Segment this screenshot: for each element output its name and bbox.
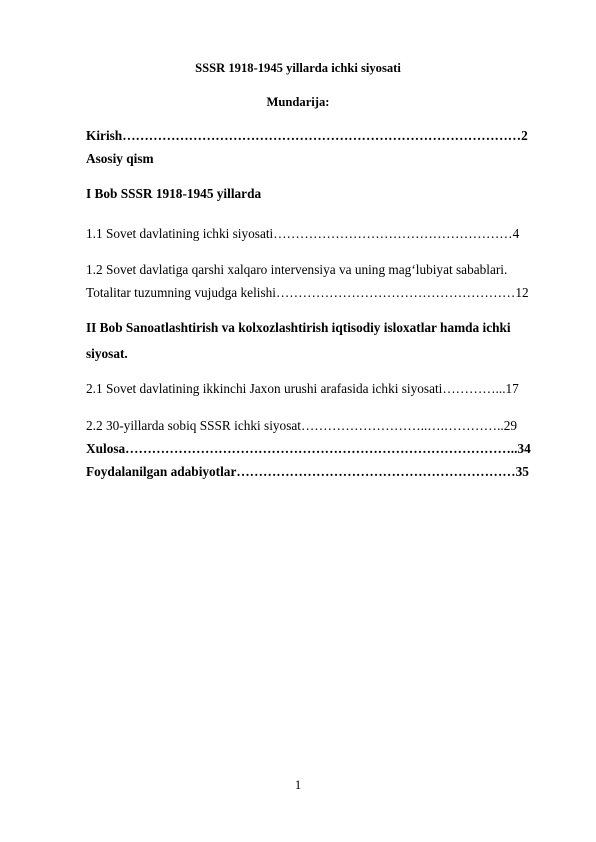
toc-entry-2-2: 2.2 30-yillarda sobiq SSSR ichki siyosat………………………..….…………..29 bbox=[86, 418, 518, 433]
toc-entry-chapter-2-line1: II Bob Sanoatlashtirish va kolxozlashtirish iqtisodiy isloxatlar hamda ichki bbox=[86, 320, 511, 335]
toc-entry-chapter-2-line2: siyosat. bbox=[86, 346, 128, 361]
toc-entry-asosiy-qism: Asosiy qism bbox=[86, 151, 154, 166]
toc-entry-2-1: 2.1 Sovet davlatining ikkinchi Jaxon urushi arafasida ichki siyosati…………...17 bbox=[86, 381, 519, 396]
toc-entry-1-2-line2: Totalitar tuzumning vujudga kelishi………………………………………………12 bbox=[86, 285, 529, 300]
contents-heading: Mundarija: bbox=[266, 95, 330, 109]
toc-entry-adabiyotlar: Foydalanilgan adabiyotlar………………………………………………………35 bbox=[86, 464, 529, 479]
toc-entry-chapter-1: I Bob SSSR 1918-1945 yillarda bbox=[86, 186, 262, 201]
toc-entry-xulosa: Xulosa……………………………………………………………………………..34 bbox=[86, 441, 531, 456]
document-title: SSSR 1918-1945 yillarda ichki siyosati bbox=[195, 61, 401, 75]
toc-entry-1-1: 1.1 Sovet davlatining ichki siyosati………………………………………………4 bbox=[86, 226, 520, 241]
toc-entry-1-2-line1: 1.2 Sovet davlatiga qarshi xalqaro intervensiya va uning mag‘lubiyat sabablari. bbox=[86, 262, 508, 277]
toc-entry-kirish: Kirish………………………………………………………………………………2 bbox=[86, 128, 528, 143]
page-number: 1 bbox=[294, 778, 302, 792]
